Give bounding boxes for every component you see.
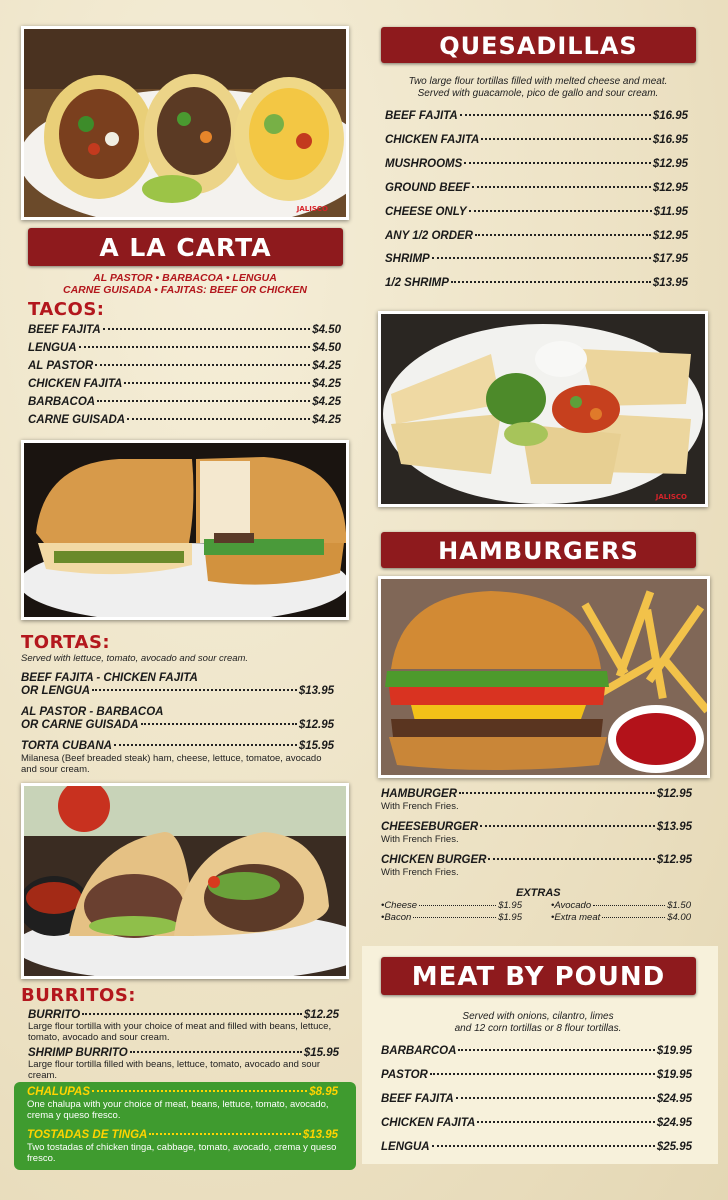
a-la-carta-subtitle-1: AL PASTOR • BARBACOA • LENGUA: [93, 272, 277, 284]
hamburger-item: HAMBURGER $12.95: [381, 788, 692, 800]
quesadillas-subtitle-2: Served with guacamole, pico de gallo and sour cream.: [417, 88, 659, 99]
burrito-item: SHRIMP BURRITO $15.95: [28, 1047, 339, 1059]
torta-item-2-line1: AL PASTOR - BARBACOA: [21, 706, 164, 718]
meat-by-pound-subtitle-1: Served with onions, cilantro, limes: [462, 1011, 614, 1022]
torta-item-2: OR CARNE GUISADA $12.95: [21, 719, 334, 731]
meat-item: LENGUA $25.95: [381, 1141, 692, 1153]
torta-item-3-desc: Milanesa (Beef breaded steak) ham, cheese, lettuce, tomatoe, avocado and sour cream.: [21, 753, 322, 775]
tortas-title: TORTAS:: [21, 632, 111, 653]
taco-item: LENGUA $4.50: [28, 342, 341, 354]
taco-item: BEEF FAJITA $4.50: [28, 324, 341, 336]
hamburger-item-desc: With French Fries.: [381, 801, 459, 812]
burritos-title: BURRITOS:: [21, 985, 136, 1006]
meat-item: BARBARCOA $19.95: [381, 1045, 692, 1057]
hamburger-item: CHEESEBURGER $13.95: [381, 821, 692, 833]
meat-item: PASTOR $19.95: [381, 1069, 692, 1081]
taco-item: AL PASTOR $4.25: [28, 360, 341, 372]
special-item: TOSTADAS DE TINGA $13.95: [27, 1129, 338, 1141]
meat-by-pound-banner: MEAT BY POUND: [381, 957, 696, 995]
taco-item: CARNE GUISADA $4.25: [28, 414, 341, 426]
burrito-item-desc: Large flour tortilla filled with beans, lettuce, tomato, avocado and sour cream.: [28, 1059, 321, 1081]
meat-item: CHICKEN FAJITA $24.95: [381, 1117, 692, 1129]
meat-by-pound-subtitle-2: and 12 corn tortillas or 8 flour tortillas.: [454, 1023, 622, 1034]
burrito-photo: [21, 783, 349, 979]
torta-item-1: OR LENGUA $13.95: [21, 685, 334, 697]
quesadilla-item: CHEESE ONLY $11.95: [385, 206, 688, 218]
quesadilla-item: CHICKEN FAJITA $16.95: [385, 134, 688, 146]
hamburger-photo: [378, 576, 710, 778]
extra-item: •Extra meat $4.00: [551, 912, 691, 923]
quesadilla-photo: [378, 311, 708, 507]
burrito-item-desc: Large flour tortilla with your choice of meat and filled with beans, lettuce, tomato, avocado and sour cream.: [28, 1021, 332, 1043]
tacos-photo: [21, 26, 349, 220]
logo-watermark: JALISCO: [296, 205, 328, 213]
torta-item-3: TORTA CUBANA $15.95: [21, 740, 334, 752]
extra-item: •Cheese $1.95: [381, 900, 522, 911]
tortas-subtitle: Served with lettuce, tomato, avocado and sour cream.: [21, 653, 249, 664]
torta-item-1-line1: BEEF FAJITA - CHICKEN FAJITA: [21, 672, 198, 684]
meat-item: BEEF FAJITA $24.95: [381, 1093, 692, 1105]
hamburger-item-desc: With French Fries.: [381, 834, 459, 845]
special-item: CHALUPAS $8.95: [27, 1086, 338, 1098]
hamburger-item-desc: With French Fries.: [381, 867, 459, 878]
taco-item: BARBACOA $4.25: [28, 396, 341, 408]
quesadilla-item: BEEF FAJITA $16.95: [385, 110, 688, 122]
quesadilla-item: ANY 1/2 ORDER $12.95: [385, 230, 688, 242]
quesadilla-item: MUSHROOMS $12.95: [385, 158, 688, 170]
quesadilla-item: SHRIMP $17.95: [385, 253, 688, 265]
burrito-item: BURRITO $12.25: [28, 1009, 339, 1021]
quesadilla-item: 1/2 SHRIMP $13.95: [385, 277, 688, 289]
quesadilla-item: GROUND BEEF $12.95: [385, 182, 688, 194]
logo-watermark: JALISCO: [655, 493, 687, 501]
a-la-carta-banner: A LA CARTA: [28, 228, 343, 266]
a-la-carta-subtitle-2: CARNE GUISADA • FAJITAS: BEEF OR CHICKEN: [62, 284, 308, 296]
special-item-desc: One chalupa with your choice of meat, beans, lettuce, tomato, avocado, crema y queso fresco.: [27, 1099, 329, 1121]
extra-item: •Bacon $1.95: [381, 912, 522, 923]
special-item-desc: Two tostadas of chicken tinga, cabbage, tomato, avocado, crema y queso fresco.: [27, 1142, 337, 1164]
specials-box: [14, 1082, 356, 1170]
extra-item: •Avocado $1.50: [551, 900, 691, 911]
hamburgers-banner: HAMBURGERS: [381, 532, 696, 568]
quesadillas-subtitle-1: Two large flour tortillas filled with melted cheese and meat.: [408, 76, 668, 87]
tacos-title: TACOS:: [28, 299, 105, 320]
torta-photo: [21, 440, 349, 620]
quesadillas-banner: QUESADILLAS: [381, 27, 696, 63]
hamburger-item: CHICKEN BURGER $12.95: [381, 854, 692, 866]
extras-title: EXTRAS: [516, 887, 561, 899]
taco-item: CHICKEN FAJITA $4.25: [28, 378, 341, 390]
